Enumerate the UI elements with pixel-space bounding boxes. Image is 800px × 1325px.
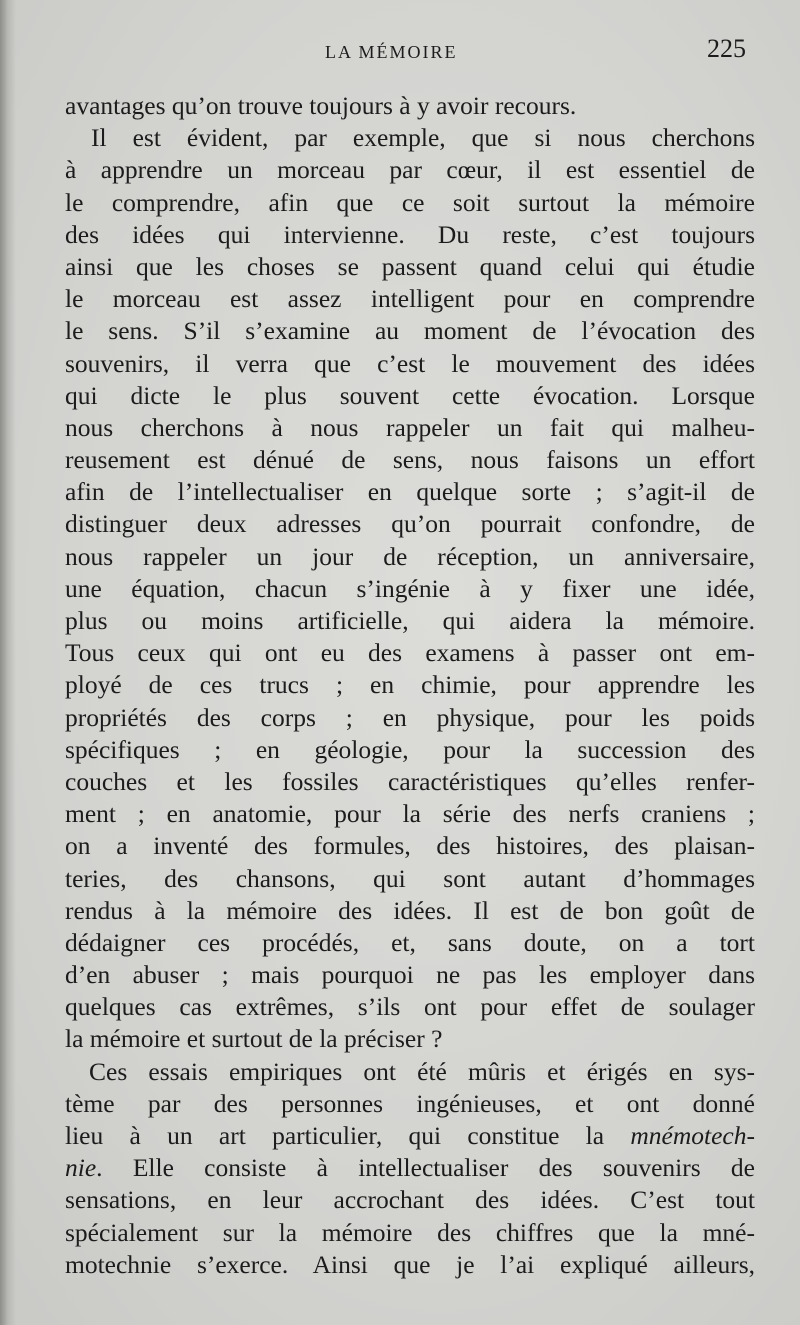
text-line: plus ou moins artificielle, qui aidera la mémoire. xyxy=(65,606,755,635)
text-line: spécialement sur la mémoire des chiffres que la mné- xyxy=(65,1217,755,1247)
text-line: couches et les fossiles caractéristiques qu’elles renfer- xyxy=(65,766,755,796)
text-line: Il est évident, par exemple, que si nous cherchons xyxy=(91,123,755,153)
text-run: lieu à un art particulier, qui constitue la xyxy=(65,1121,631,1150)
text-line: rendus à la mémoire des idées. Il est de bon goût de xyxy=(65,895,755,925)
text-line: le morceau est assez intelligent pour en comprendre xyxy=(65,284,755,314)
text-line: distinguer deux adresses qu’on pourrait confondre, de xyxy=(65,509,755,539)
text-line: nous cherchons à nous rappeler un fait qui malheu- xyxy=(65,412,755,442)
text-line: dédaigner ces procédés, et, sans doute, on a tort xyxy=(65,927,755,957)
text-line: qui dicte le plus souvent cette évocation. Lorsque xyxy=(65,380,755,410)
body-text xyxy=(65,90,755,1281)
text-line: tème par des personnes ingénieuses, et ont donné xyxy=(65,1088,755,1118)
running-head: LA MÉMOIRE xyxy=(325,42,458,62)
text-line: reusement est dénué de sens, nous faisons un effort xyxy=(65,445,755,475)
text-line xyxy=(65,1120,755,1152)
text-line: Ces essais empiriques ont été mûris et érigés en sys- xyxy=(89,1056,755,1086)
text-line: motechnie s’exerce. Ainsi que je l’ai expliqué ailleurs, xyxy=(65,1249,755,1279)
text-line: la mémoire et surtout de la préciser ? xyxy=(65,1024,443,1054)
text-run: . Elle consiste à intellectualiser des souvenirs de xyxy=(96,1153,755,1183)
text-line: souvenirs, il verra que c’est le mouvement des idées xyxy=(65,348,755,378)
italic-term: nie xyxy=(65,1153,97,1183)
text-line: on a inventé des formules, des histoires, des plaisan- xyxy=(65,831,755,861)
text-line: le sens. S’il s’examine au moment de l’évocation des xyxy=(65,316,755,346)
text-line: d’en abuser ; mais pourquoi ne pas les employer dans xyxy=(65,960,755,990)
text-line: spécifiques ; en géologie, pour la succession des xyxy=(65,734,755,764)
italic-term: mnémotech- xyxy=(630,1121,755,1150)
text-line: ainsi que les choses se passent quand celui qui étudie xyxy=(65,251,755,281)
text-line: afin de l’intellectualiser en quelque sorte ; s’agit-il de xyxy=(65,477,755,507)
text-line: Tous ceux qui ont eu des examens à passer ont em- xyxy=(65,638,755,668)
text-line: sensations, en leur accrochant des idées. C’est tout xyxy=(65,1185,755,1215)
text-line: à apprendre un morceau par cœur, il est essentiel de xyxy=(65,155,755,185)
text-line: le comprendre, afin que ce soit surtout la mémoire xyxy=(65,187,755,217)
page-gutter-shadow xyxy=(0,0,16,1325)
text-line: une équation, chacun s’ingénie à y fixer une idée, xyxy=(65,573,755,603)
text-line xyxy=(65,1152,755,1184)
text-line: ployé de ces trucs ; en chimie, pour apprendre les xyxy=(65,670,755,700)
text-line: nous rappeler un jour de réception, un anniversaire, xyxy=(65,541,755,571)
text-line: avantages qu’on trouve toujours à y avoir recours. xyxy=(65,91,577,120)
page-number: 225 xyxy=(707,34,746,63)
text-line: teries, des chansons, qui sont autant d’hommages xyxy=(65,863,755,893)
text-line: quelques cas extrêmes, s’ils ont pour effet de soulager xyxy=(65,992,755,1022)
text-line: des idées qui intervienne. Du reste, c’est toujours xyxy=(65,219,755,249)
text-line: ment ; en anatomie, pour la série des nerfs craniens ; xyxy=(65,799,755,829)
text-line: propriétés des corps ; en physique, pour les poids xyxy=(65,702,755,732)
